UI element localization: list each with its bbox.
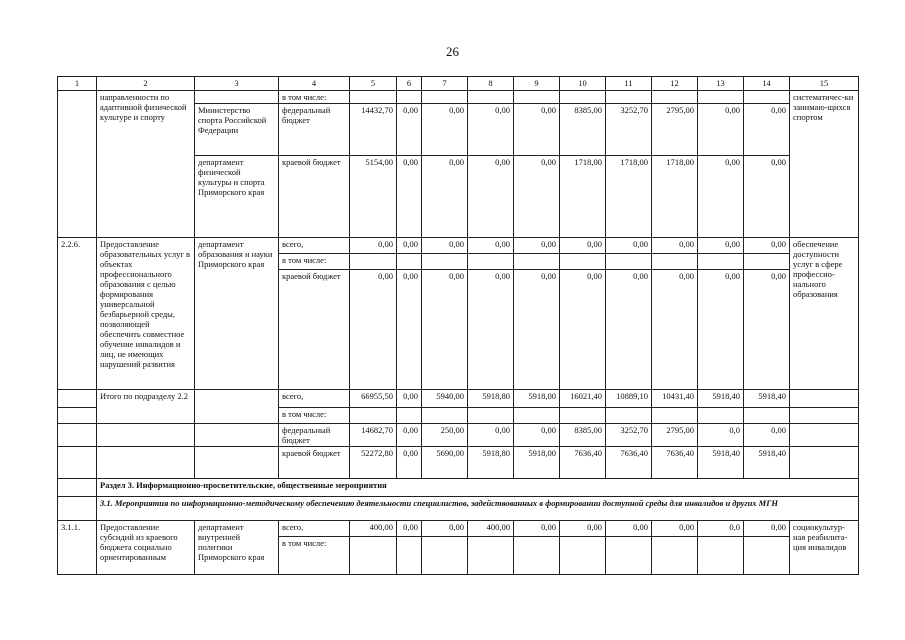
table-cell bbox=[58, 497, 97, 521]
value-cell: 0,00 bbox=[560, 238, 606, 254]
table-cell bbox=[698, 91, 744, 104]
funding-label: в том числе: bbox=[279, 91, 350, 104]
table-cell bbox=[514, 408, 560, 424]
value-cell: 5918,40 bbox=[744, 390, 790, 408]
table-cell bbox=[58, 447, 97, 479]
header-cell: 15 bbox=[790, 77, 859, 91]
table-cell bbox=[350, 91, 397, 104]
value-cell: 0,00 bbox=[698, 104, 744, 156]
value-cell: 0,00 bbox=[698, 270, 744, 390]
table-cell bbox=[698, 408, 744, 424]
table-cell bbox=[468, 537, 514, 575]
value-cell: 5918,80 bbox=[468, 447, 514, 479]
table-cell bbox=[422, 408, 468, 424]
header-cell: 10 bbox=[560, 77, 606, 91]
table-cell bbox=[606, 254, 652, 270]
value-cell: 2795,00 bbox=[652, 104, 698, 156]
result-cell: социокультур-ная реабилита-ция инвалидов bbox=[790, 521, 859, 575]
executor-cell: департамент образования и науки Приморского края bbox=[195, 238, 279, 390]
table-cell bbox=[560, 254, 606, 270]
table-cell bbox=[350, 537, 397, 575]
value-cell: 1718,00 bbox=[652, 156, 698, 238]
item-number: 3.1.1. bbox=[58, 521, 97, 575]
value-cell: 400,00 bbox=[350, 521, 397, 537]
value-cell: 0,00 bbox=[606, 270, 652, 390]
item-number: 2.2.6. bbox=[58, 238, 97, 390]
value-cell: 0,00 bbox=[468, 270, 514, 390]
funding-label: в том числе: bbox=[279, 254, 350, 270]
table-row bbox=[58, 447, 859, 479]
table-cell bbox=[606, 537, 652, 575]
value-cell: 0,00 bbox=[652, 270, 698, 390]
value-cell: 0,00 bbox=[350, 270, 397, 390]
table-cell bbox=[790, 424, 859, 447]
value-cell: 0,00 bbox=[514, 424, 560, 447]
executor-cell: департамент физической культуры и спорта Приморского края bbox=[195, 156, 279, 238]
table-cell bbox=[652, 537, 698, 575]
executor-cell: департамент внутренней политики Приморского края bbox=[195, 521, 279, 575]
table-cell bbox=[97, 447, 195, 479]
value-cell: 0,00 bbox=[397, 424, 422, 447]
table-cell bbox=[422, 254, 468, 270]
table-cell bbox=[514, 91, 560, 104]
table-cell bbox=[422, 537, 468, 575]
value-cell: 0,00 bbox=[514, 104, 560, 156]
value-cell: 0,0 bbox=[698, 521, 744, 537]
value-cell: 0,00 bbox=[422, 521, 468, 537]
table-cell bbox=[744, 91, 790, 104]
table-cell bbox=[698, 254, 744, 270]
value-cell: 5918,40 bbox=[744, 447, 790, 479]
value-cell: 7636,40 bbox=[560, 447, 606, 479]
value-cell: 0,00 bbox=[397, 390, 422, 408]
value-cell: 0,00 bbox=[397, 270, 422, 390]
header-cell: 11 bbox=[606, 77, 652, 91]
funding-label: в том числе: bbox=[279, 537, 350, 575]
table-cell bbox=[195, 447, 279, 479]
table-row bbox=[58, 521, 859, 537]
table-cell bbox=[397, 408, 422, 424]
table-cell bbox=[606, 408, 652, 424]
table-cell bbox=[350, 408, 397, 424]
value-cell: 66955,50 bbox=[350, 390, 397, 408]
value-cell: 0,00 bbox=[560, 270, 606, 390]
subsection-heading: 3.1. Мероприятия по информационно-методическому обеспечению деятельности специалистов, задействованных в формировании доступной среды для инвалидов и других МГН bbox=[97, 497, 859, 521]
table-cell bbox=[698, 537, 744, 575]
table-cell bbox=[744, 408, 790, 424]
header-cell: 12 bbox=[652, 77, 698, 91]
table-cell bbox=[560, 91, 606, 104]
funding-label: краевой бюджет bbox=[279, 447, 350, 479]
value-cell: 0,00 bbox=[606, 521, 652, 537]
value-cell: 7636,40 bbox=[652, 447, 698, 479]
value-cell: 0,0 bbox=[698, 424, 744, 447]
value-cell: 0,00 bbox=[744, 238, 790, 254]
header-row bbox=[58, 77, 859, 91]
header-cell: 9 bbox=[514, 77, 560, 91]
value-cell: 5918,40 bbox=[698, 390, 744, 408]
value-cell: 5918,00 bbox=[514, 390, 560, 408]
value-cell: 1718,00 bbox=[560, 156, 606, 238]
value-cell: 0,00 bbox=[744, 521, 790, 537]
table-cell bbox=[790, 447, 859, 479]
value-cell: 400,00 bbox=[468, 521, 514, 537]
value-cell: 0,00 bbox=[514, 521, 560, 537]
value-cell: 0,00 bbox=[350, 238, 397, 254]
table-cell bbox=[195, 424, 279, 447]
table-cell bbox=[514, 537, 560, 575]
value-cell: 0,00 bbox=[468, 156, 514, 238]
value-cell: 0,00 bbox=[397, 156, 422, 238]
value-cell: 5918,80 bbox=[468, 390, 514, 408]
funding-label: краевой бюджет bbox=[279, 270, 350, 390]
table-cell bbox=[514, 254, 560, 270]
funding-label: федеральный бюджет bbox=[279, 104, 350, 156]
table-cell bbox=[350, 254, 397, 270]
value-cell: 14682,70 bbox=[350, 424, 397, 447]
table-cell bbox=[606, 91, 652, 104]
table-cell bbox=[652, 91, 698, 104]
value-cell: 0,00 bbox=[652, 521, 698, 537]
value-cell: 0,00 bbox=[744, 104, 790, 156]
value-cell: 16021,40 bbox=[560, 390, 606, 408]
value-cell: 0,00 bbox=[514, 270, 560, 390]
value-cell: 10431,40 bbox=[652, 390, 698, 408]
value-cell: 0,00 bbox=[422, 156, 468, 238]
table-cell bbox=[790, 390, 859, 408]
value-cell: 0,00 bbox=[397, 238, 422, 254]
value-cell: 2795,00 bbox=[652, 424, 698, 447]
value-cell: 0,00 bbox=[422, 238, 468, 254]
funding-label: всего, bbox=[279, 390, 350, 408]
header-cell: 8 bbox=[468, 77, 514, 91]
value-cell: 5690,00 bbox=[422, 447, 468, 479]
table-cell bbox=[790, 408, 859, 424]
value-cell: 0,00 bbox=[468, 238, 514, 254]
funding-label: федеральный бюджет bbox=[279, 424, 350, 447]
value-cell: 3252,70 bbox=[606, 424, 652, 447]
value-cell: 8385,00 bbox=[560, 104, 606, 156]
table-row bbox=[58, 424, 859, 447]
value-cell: 0,00 bbox=[698, 156, 744, 238]
value-cell: 10889,10 bbox=[606, 390, 652, 408]
table-cell bbox=[652, 254, 698, 270]
budget-table bbox=[57, 76, 859, 575]
table-cell bbox=[58, 91, 97, 238]
funding-label: краевой бюджет bbox=[279, 156, 350, 238]
page-number: 26 bbox=[446, 44, 459, 59]
header-cell: 3 bbox=[195, 77, 279, 91]
value-cell: 1718,00 bbox=[606, 156, 652, 238]
value-cell: 5918,00 bbox=[514, 447, 560, 479]
table-cell bbox=[195, 91, 279, 104]
table-row bbox=[58, 497, 859, 521]
header-cell: 14 bbox=[744, 77, 790, 91]
table-cell bbox=[58, 390, 97, 408]
item-name: Предоставление субсидий из краевого бюджета социально ориентированным bbox=[97, 521, 195, 575]
table-cell bbox=[744, 254, 790, 270]
table-cell bbox=[744, 537, 790, 575]
table-cell bbox=[560, 537, 606, 575]
value-cell: 250,00 bbox=[422, 424, 468, 447]
value-cell: 0,00 bbox=[744, 270, 790, 390]
value-cell: 0,00 bbox=[397, 447, 422, 479]
value-cell: 0,00 bbox=[744, 424, 790, 447]
value-cell: 52272,80 bbox=[350, 447, 397, 479]
value-cell: 0,00 bbox=[698, 238, 744, 254]
value-cell: 0,00 bbox=[397, 104, 422, 156]
value-cell: 0,00 bbox=[468, 104, 514, 156]
table-cell bbox=[422, 91, 468, 104]
item-name: Итого по подразделу 2.2 bbox=[97, 390, 195, 424]
result-cell: систематичес-ки занимаю-щихся спортом bbox=[790, 91, 859, 238]
table-cell bbox=[397, 254, 422, 270]
value-cell: 8385,00 bbox=[560, 424, 606, 447]
value-cell: 0,00 bbox=[744, 156, 790, 238]
table-row bbox=[58, 479, 859, 497]
value-cell: 0,00 bbox=[397, 521, 422, 537]
value-cell: 0,00 bbox=[560, 521, 606, 537]
value-cell: 0,00 bbox=[514, 156, 560, 238]
table-row bbox=[58, 91, 859, 104]
value-cell: 14432,70 bbox=[350, 104, 397, 156]
funding-label: всего, bbox=[279, 521, 350, 537]
header-cell: 2 bbox=[97, 77, 195, 91]
table-cell bbox=[397, 537, 422, 575]
item-name: направленности по адаптивной физической культуре и спорту bbox=[97, 91, 195, 238]
table-cell bbox=[468, 254, 514, 270]
value-cell: 5918,40 bbox=[698, 447, 744, 479]
header-cell: 1 bbox=[58, 77, 97, 91]
value-cell: 7636,40 bbox=[606, 447, 652, 479]
table-cell bbox=[58, 479, 97, 497]
table-cell bbox=[468, 91, 514, 104]
value-cell: 0,00 bbox=[514, 238, 560, 254]
value-cell: 0,00 bbox=[606, 238, 652, 254]
table-cell bbox=[58, 424, 97, 447]
table-cell bbox=[560, 408, 606, 424]
table-cell bbox=[468, 408, 514, 424]
item-name: Предоставление образовательных услуг в объектах профессионального образования с целью формирования универсальной безбарьерной среды, позволяющей обеспечить совместное обучение инвалидов и лиц, не имеющих нарушений развития bbox=[97, 238, 195, 390]
table-cell bbox=[652, 408, 698, 424]
result-cell: обеспечение доступности услуг в сфере профессио-нального образования bbox=[790, 238, 859, 390]
value-cell: 5154,00 bbox=[350, 156, 397, 238]
value-cell: 0,00 bbox=[468, 424, 514, 447]
value-cell: 0,00 bbox=[422, 104, 468, 156]
header-cell: 6 bbox=[397, 77, 422, 91]
table-cell bbox=[397, 91, 422, 104]
header-cell: 4 bbox=[279, 77, 350, 91]
table-row bbox=[58, 390, 859, 408]
executor-cell: Министерство спорта Российской Федерации bbox=[195, 104, 279, 156]
table-cell bbox=[195, 390, 279, 424]
value-cell: 0,00 bbox=[652, 238, 698, 254]
header-cell: 5 bbox=[350, 77, 397, 91]
value-cell: 0,00 bbox=[422, 270, 468, 390]
header-cell: 13 bbox=[698, 77, 744, 91]
funding-label: всего, bbox=[279, 238, 350, 254]
table-cell bbox=[58, 408, 97, 424]
table-cell bbox=[97, 424, 195, 447]
value-cell: 3252,70 bbox=[606, 104, 652, 156]
funding-label: в том числе: bbox=[279, 408, 350, 424]
section-heading: Раздел 3. Информационно-просветительские, общественные мероприятия bbox=[97, 479, 859, 497]
table-row bbox=[58, 238, 859, 254]
header-cell: 7 bbox=[422, 77, 468, 91]
value-cell: 5940,00 bbox=[422, 390, 468, 408]
